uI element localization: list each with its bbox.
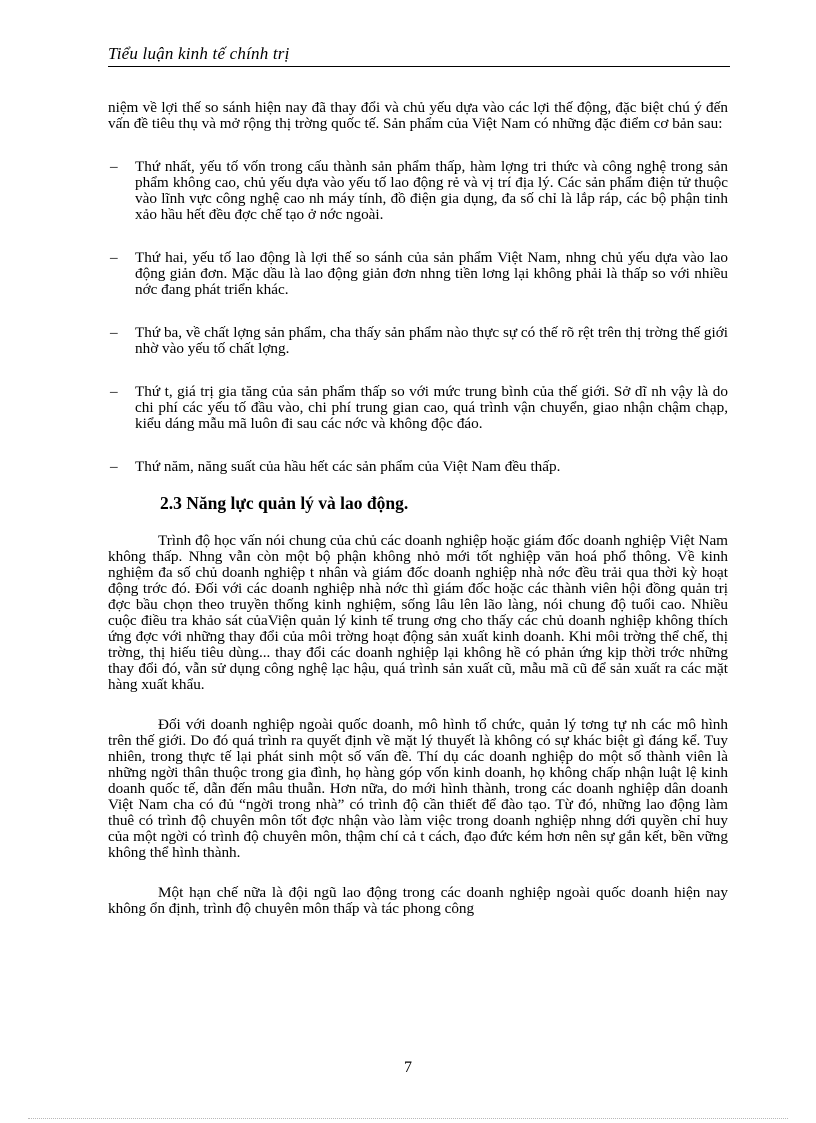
body-paragraph: Trình độ học vấn nói chung của chủ các doanh nghiệp hoặc giám đốc doanh nghiệp Việt Nam không thấp. Nhng vẫn còn một bộ phận không nhỏ mới tốt nghiệp văn hoá phổ thông. Về kinh nghiệm đa số chủ doanh nghiệp t nhân và giám đốc doanh nghiệp nhà nớc đều trải qua thời kỳ hoạt động trớc đó. Đối với các doanh nghiệp nhà nớc thì giám đốc hoặc các thành viên hội đồng quản trị đợc bầu chọn theo truyền thống kinh nghiệm, sống lâu lên lão làng, nói chung độ tuổi cao. Nhiều cuộc điều tra khảo sát củaViện quản lý kinh tế trung ơng cho thấy các chủ doanh nghiệp không thích ứng đợc với những thay đổi của môi trờng hoạt động sản xuất kinh doanh. Khi môi trờng thể chế, thị trờng, thị hiếu tiêu dùng... thay đổi các doanh nghiệp lại không hề có phản ứng kịp thời trớc những thay đổi đó, vẫn sử dụng công nghệ lạc hậu, quá trình sản xuất cũ, mẫu mã cũ để sản xuất ra các mặt hàng xuất khẩu. [108,532,728,693]
document-body [108,100,728,917]
section-heading: 2.3 Năng lực quản lý và lao động. [160,493,409,513]
intro-paragraph: niệm về lợi thế so sánh hiện nay đã thay đổi và chủ yếu dựa vào các lợi thế động, đặc biệt chú ý đến vấn đề tiêu thụ và mở rộng thị trờng quốc tế. Sản phẩm của Việt Nam có những đặc điểm cơ bản sau: [108,99,728,132]
list-item-text: Thứ hai, yếu tố lao động là lợi thế so sánh của sản phẩm Việt Nam, nhng chủ yếu dựa vào lao động giản đơn. Mặc dầu là lao động giản đơn nhng tiền lơng lại không phải là thấp so với nhiều nớc đang phát triển khác. [135,249,728,298]
page-header [108,44,730,67]
header-title: Tiểu luận kinh tế chính trị [108,44,290,63]
dash-marker: – [110,324,118,341]
page-bottom-divider [28,1118,788,1119]
dash-marker: – [110,158,118,175]
page-number: 7 [404,1059,412,1076]
dash-marker: – [110,383,118,400]
list-item-text: Thứ ba, về chất lợng sản phẩm, cha thấy sản phẩm nào thực sự có thế rõ rệt trên thị trờng thế giới nhờ vào yếu tố chất lợng. [135,324,728,357]
list-item-text: Thứ nhất, yếu tố vốn trong cấu thành sản phẩm thấp, hàm lợng tri thức và công nghệ trong sản phẩm không cao, chủ yếu dựa vào yếu tố lao động rẻ và vị trí địa lý. Các sản phẩm điện tử thuộc vào lĩnh vực công nghệ cao nh máy tính, đồ điện gia dụng, đa số chỉ là lắp ráp, các bộ phận tinh xảo hầu hết đều đợc chế tạo ở nớc ngoài. [135,158,728,223]
list-item [108,384,728,432]
list-item [108,459,728,475]
list-item-text: Thứ t, giá trị gia tăng của sản phẩm thấp so với mức trung bình của thế giới. Sở dĩ nh vậy là do chi phí các yếu tố đầu vào, chi phí trung gian cao, quá trình vận chuyển, giao nhận chậm chạp, kiểu dáng mẫu mã luôn đi sau các nớc và không độc đáo. [135,383,728,432]
list-item-text: Thứ năm, năng suất của hầu hết các sản phẩm của Việt Nam đều thấp. [135,458,561,475]
dash-marker: – [110,458,118,475]
product-characteristics-list [108,159,728,475]
body-paragraph: Một hạn chế nữa là đội ngũ lao động trong các doanh nghiệp ngoài quốc doanh hiện nay không ổn định, trình độ chuyên môn thấp và tác phong công [108,884,728,917]
list-item [108,250,728,298]
list-item [108,159,728,223]
dash-marker: – [110,249,118,266]
list-item [108,325,728,357]
body-paragraph: Đối với doanh nghiệp ngoài quốc doanh, mô hình tổ chức, quản lý tơng tự nh các mô hình trên thế giới. Do đó quá trình ra quyết định về mặt lý thuyết là không có sự khác biệt gì đáng kể. Tuy nhiên, trong thực tế lại phát sinh một số vấn đề. Thí dụ các doanh nghiệp do một số thành viên là những ngời thân thuộc trong gia đình, họ hàng góp vốn kinh doanh, họ không chấp nhận luật lệ kinh doanh quốc tế, dẫn đến mâu thuẫn. Hơn nữa, do mới hình thành, trong các doanh nghiệp dân doanh Việt Nam cha có đủ “ngời trong nhà” có trình độ cần thiết để đào tạo. Từ đó, những lao động làm thuê có trình độ chuyên môn tốt đợc nhận vào làm việc trong doanh nghiệp nhng dới quyền chỉ huy của một ngời có trình độ chuyên môn, thậm chí cả t cách, đạo đức kém hơn nên sự gắn kết, bền vững không thể hình thành. [108,716,728,861]
